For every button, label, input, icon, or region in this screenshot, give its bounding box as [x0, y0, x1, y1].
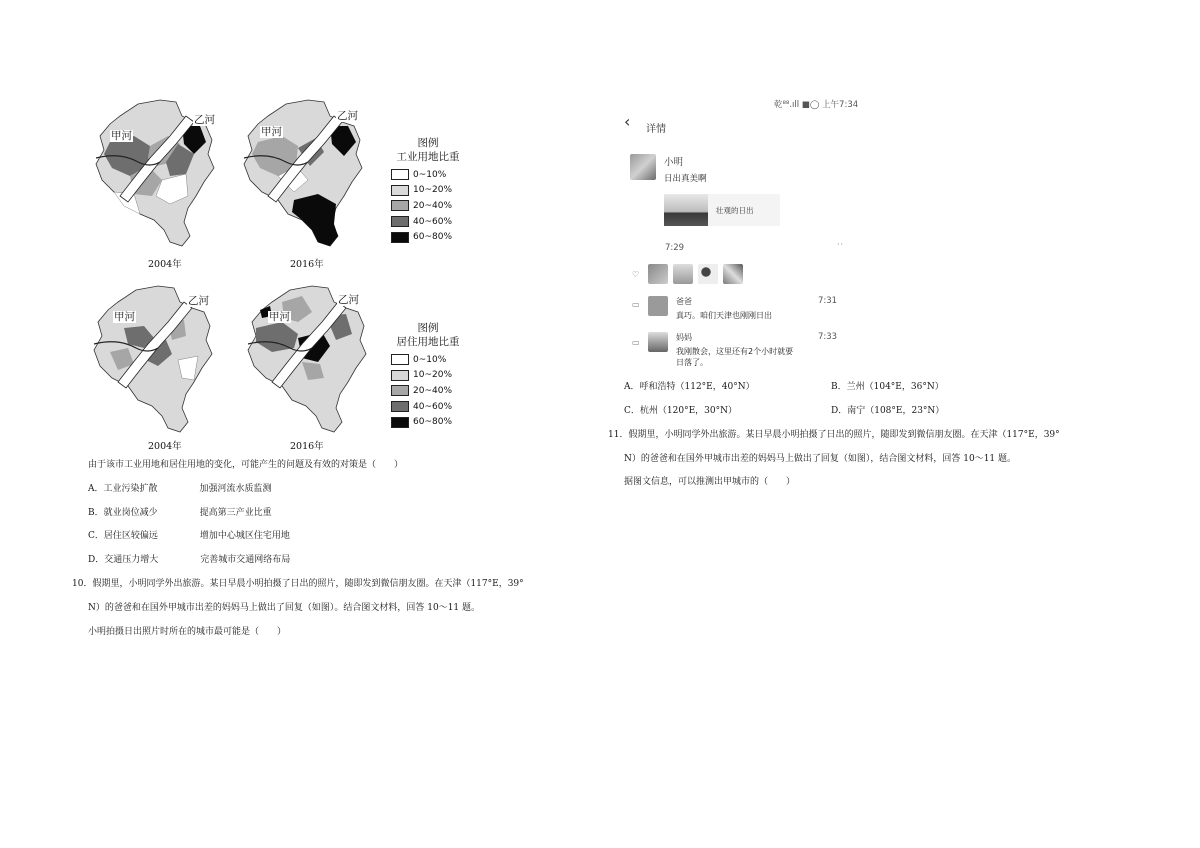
- q9-option-c[interactable]: [88, 530, 290, 542]
- river-label-jia: 甲河: [111, 130, 132, 142]
- legend-swatch: [391, 200, 409, 211]
- comment-icon: ▭: [632, 338, 640, 347]
- more-icon[interactable]: ··: [837, 240, 845, 249]
- legend-residential: [390, 321, 466, 430]
- legend-item: 60~80%: [391, 229, 466, 245]
- avatar[interactable]: [630, 154, 656, 180]
- year-label: 2016年: [290, 441, 324, 452]
- option-letter: D．: [88, 555, 105, 565]
- comment-name[interactable]: 妈妈: [676, 333, 692, 342]
- q9-option-a[interactable]: [88, 483, 272, 495]
- status-bar: 乾⁸⁸.ıll ■◯ 上午7:34: [774, 100, 859, 110]
- wechat-screenshot: [620, 92, 870, 372]
- q10-question: 小明拍摄日出照片时所在的城市最可能是（ ）: [88, 627, 287, 637]
- legend-swatch: [391, 417, 409, 428]
- option-text: 增加中心城区住宅用地: [199, 531, 290, 541]
- like-avatar[interactable]: [698, 264, 718, 284]
- post-text: 日出真美啊: [664, 174, 707, 184]
- year-label: 2016年: [290, 259, 324, 270]
- year-label: 2004年: [148, 259, 182, 270]
- option-text: 加强河流水质监测: [199, 484, 272, 494]
- option-text: 居住区较偏远: [103, 531, 158, 541]
- legend-item: 0~10%: [391, 352, 466, 368]
- legend-swatch: [391, 232, 409, 243]
- comment-avatar[interactable]: [648, 332, 668, 352]
- q10-option-b[interactable]: B．兰州（104°E，36°N）: [831, 382, 944, 392]
- legend-industrial: [390, 136, 466, 245]
- legend-swatch: [391, 385, 409, 396]
- legend-swatch: [391, 216, 409, 227]
- legend-swatch: [391, 401, 409, 412]
- like-avatar[interactable]: [673, 264, 693, 284]
- legend-item: 20~40%: [391, 383, 466, 399]
- q10-option-c[interactable]: C．杭州（120°E，30°N）: [624, 406, 737, 416]
- like-avatar[interactable]: [723, 264, 743, 284]
- back-icon[interactable]: ‹: [624, 112, 631, 131]
- link-card[interactable]: [664, 194, 780, 226]
- legend-swatch: [391, 354, 409, 365]
- q11-line2: N）的爸爸和在国外甲城市出差的妈妈马上做出了回复（如图），结合图文材料，回答 10～11 题。: [624, 454, 1017, 464]
- legend-item: 10~20%: [391, 183, 466, 199]
- legend-item: 60~80%: [391, 414, 466, 430]
- option-text: 提高第三产业比重: [199, 508, 272, 518]
- q9-option-b[interactable]: [88, 507, 272, 519]
- comment-time: 7:31: [818, 296, 838, 306]
- heart-icon: ♡: [632, 270, 640, 279]
- legend-title: 图例: [417, 137, 439, 149]
- comment-avatar[interactable]: [648, 296, 668, 316]
- river-label-yi: 乙河: [188, 295, 209, 307]
- legend-item: 0~10%: [391, 167, 466, 183]
- q10-option-a[interactable]: A．呼和浩特（112°E，40°N）: [624, 382, 755, 392]
- option-letter: B．: [88, 508, 104, 518]
- river-label-jia: 甲河: [114, 311, 135, 323]
- river-label-jia: 甲河: [269, 311, 290, 323]
- legend-swatch: [391, 370, 409, 381]
- comment-name[interactable]: 爸爸: [676, 297, 692, 306]
- q10-line1: 10．假期里，小明同学外出旅游。某日早晨小明拍摄了日出的照片，随即发到微信朋友圈。在天津（117°E，39°: [72, 579, 524, 589]
- legend-item: 40~60%: [391, 214, 466, 230]
- legend-swatch: [391, 169, 409, 180]
- option-text: 交通压力增大: [104, 555, 159, 565]
- river-label-yi: 乙河: [337, 110, 358, 122]
- option-letter: C．: [88, 531, 104, 541]
- option-text: 工业污染扩散: [103, 484, 158, 494]
- river-label-jia: 甲河: [261, 126, 282, 138]
- river-label-yi: 乙河: [194, 114, 215, 126]
- legend-item: 10~20%: [391, 368, 466, 384]
- link-title: 壮观的日出: [716, 206, 754, 215]
- sunrise-thumbnail: [664, 194, 708, 226]
- legend-item: 20~40%: [391, 198, 466, 214]
- year-label: 2004年: [148, 441, 182, 452]
- q11-question: 据图文信息，可以推测出甲城市的（ ）: [624, 477, 796, 487]
- page-title: 详情: [646, 124, 666, 135]
- q11-line1: 11．假期里，小明同学外出旅游。某日早晨小明拍摄了日出的照片，随即发到微信朋友圈。在天津（117°E，39°: [608, 430, 1060, 440]
- poster-name[interactable]: 小明: [664, 157, 684, 168]
- legend-swatch: [391, 185, 409, 196]
- q9-stem: 由于该市工业用地和居住用地的变化，可能产生的问题及有效的对策是（ ）: [88, 460, 404, 470]
- post-time: 7:29: [665, 243, 685, 253]
- like-avatar[interactable]: [648, 264, 668, 284]
- legend-item: 40~60%: [391, 399, 466, 415]
- comment-time: 7:33: [818, 332, 838, 342]
- map-residential-2016: [242, 282, 382, 437]
- legend-subtitle: 工业用地比重: [396, 151, 460, 163]
- option-text: 完善城市交通网络布局: [200, 555, 291, 565]
- q9-option-d[interactable]: [88, 554, 290, 566]
- option-letter: A．: [88, 484, 104, 494]
- comment-text: 真巧。咱们天津也刚刚日出: [676, 311, 772, 320]
- option-text: 就业岗位减少: [103, 508, 158, 518]
- comment-icon: ▭: [632, 300, 640, 309]
- river-label-yi: 乙河: [338, 294, 359, 306]
- q10-option-d[interactable]: D．南宁（108°E，23°N）: [831, 406, 945, 416]
- legend-subtitle: 居住用地比重: [396, 336, 460, 348]
- comment-text: 我刚散会，这里还有2个小时就要日落了。: [676, 347, 794, 367]
- legend-title: 图例: [417, 322, 439, 334]
- q10-line2: N）的爸爸和在国外甲城市出差的妈妈马上做出了回复（如图）。结合图文材料，回答 10～11 题。: [88, 603, 481, 613]
